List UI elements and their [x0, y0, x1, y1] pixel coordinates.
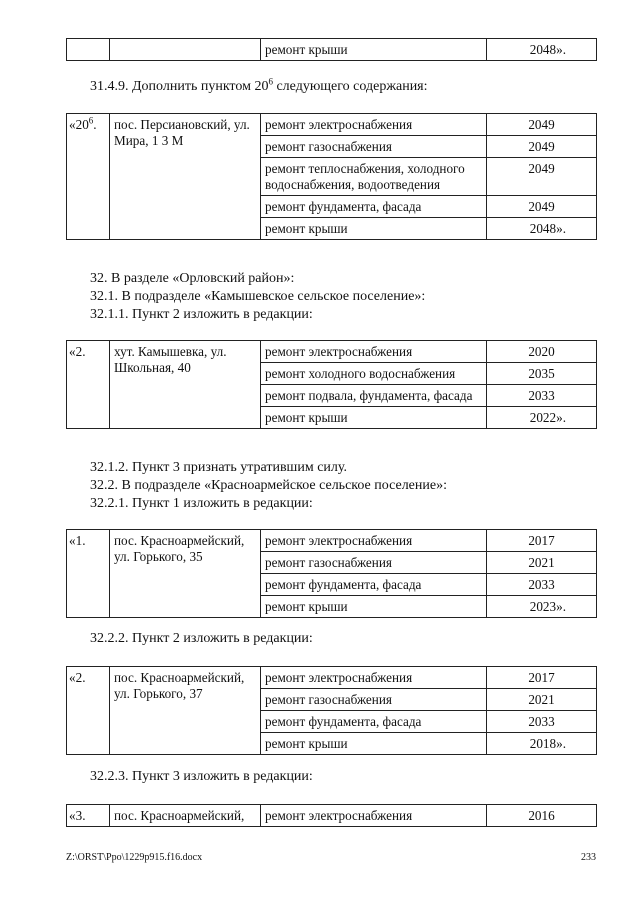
paragraph-text: 31.4.9. Дополнить пунктом 20: [90, 79, 269, 94]
work-cell: ремонт электроснабжения: [261, 114, 487, 136]
table-item-20-6: [66, 113, 597, 240]
number-cell: «3.: [67, 805, 110, 827]
work-cell: ремонт электроснабжения: [261, 805, 487, 827]
year-cell: 2033: [487, 711, 597, 733]
number-cell: [67, 114, 110, 240]
work-cell: ремонт крыши: [261, 218, 487, 240]
table-row: [67, 667, 597, 689]
table-item-krasnoarmeysky-1: [66, 529, 597, 618]
year-cell: 2048».: [487, 218, 597, 240]
paragraph-32-1-2: 32.1.2. Пункт 3 признать утратившим силу.: [90, 460, 347, 475]
work-cell: ремонт электроснабжения: [261, 341, 487, 363]
superscript: 6: [88, 115, 94, 126]
number-cell: «2.: [67, 341, 110, 429]
year-cell: 2033: [487, 574, 597, 596]
paragraph-31-4-9: [90, 78, 428, 96]
superscript: 6: [268, 76, 273, 87]
work-cell: ремонт подвала, фундамента, фасада: [261, 385, 487, 407]
year-cell: 2022».: [487, 407, 597, 429]
address-cell: пос. Персиановский, ул. Мира, 1 3 М: [110, 114, 261, 240]
work-cell: ремонт электроснабжения: [261, 667, 487, 689]
work-cell: ремонт фундамента, фасада: [261, 711, 487, 733]
work-cell: ремонт газоснабжения: [261, 552, 487, 574]
year-cell: 2048».: [487, 39, 597, 61]
year-cell: 2021: [487, 689, 597, 711]
footer-file-path: Z:\ORST\Ppo\1229p915.f16.docx: [66, 852, 203, 863]
work-cell: ремонт холодного водоснабжения: [261, 363, 487, 385]
address-cell: [110, 39, 261, 61]
paragraph-text: следующего содержания:: [272, 79, 428, 94]
paragraph-32-2-1: 32.2.1. Пункт 1 изложить в редакции:: [90, 496, 313, 511]
paragraph-32-1: 32.1. В подразделе «Камышевское сельское поселение»:: [90, 289, 426, 304]
year-cell: 2049: [487, 158, 597, 196]
year-cell: 2049: [487, 136, 597, 158]
paragraph-32-2-3: 32.2.3. Пункт 3 изложить в редакции:: [90, 769, 313, 784]
table-fragment-top: [66, 38, 597, 61]
footer-page-number: 233: [581, 852, 596, 863]
number-cell: [67, 39, 110, 61]
paragraph-32: 32. В разделе «Орловский район»:: [90, 271, 295, 286]
work-cell: ремонт фундамента, фасада: [261, 574, 487, 596]
address-cell: пос. Красноармейский, ул. Горького, 37: [110, 667, 261, 755]
table-row: [67, 805, 597, 827]
year-cell: 2035: [487, 363, 597, 385]
table-row: [67, 530, 597, 552]
year-cell: 2021: [487, 552, 597, 574]
work-cell: ремонт теплоснабжения, холодного водоснабжения, водоотведения: [261, 158, 487, 196]
work-cell: ремонт газоснабжения: [261, 689, 487, 711]
work-cell: ремонт газоснабжения: [261, 136, 487, 158]
table-item-kamyshevka-2: [66, 340, 597, 429]
paragraph-32-2-2: 32.2.2. Пункт 2 изложить в редакции:: [90, 631, 313, 646]
number-cell: «1.: [67, 530, 110, 618]
address-cell: пос. Красноармейский, ул. Горького, 35: [110, 530, 261, 618]
year-cell: 2016: [487, 805, 597, 827]
number-cell: «2.: [67, 667, 110, 755]
year-cell: 2018».: [487, 733, 597, 755]
year-cell: 2020: [487, 341, 597, 363]
table-row: [67, 114, 597, 136]
year-cell: 2033: [487, 385, 597, 407]
address-cell: хут. Камышевка, ул. Школьная, 40: [110, 341, 261, 429]
table-item-krasnoarmeysky-3: [66, 804, 597, 827]
work-cell: ремонт крыши: [261, 407, 487, 429]
work-cell: ремонт фундамента, фасада: [261, 196, 487, 218]
number-text: «20: [69, 117, 89, 132]
year-cell: 2049: [487, 114, 597, 136]
paragraph-32-2: 32.2. В подразделе «Красноармейское сельское поселение»:: [90, 478, 447, 493]
table-row: [67, 39, 597, 61]
table-row: [67, 341, 597, 363]
number-text: .: [93, 117, 97, 132]
work-cell: ремонт крыши: [261, 596, 487, 618]
work-cell: ремонт электроснабжения: [261, 530, 487, 552]
work-cell: ремонт крыши: [261, 39, 487, 61]
year-cell: 2023».: [487, 596, 597, 618]
year-cell: 2049: [487, 196, 597, 218]
paragraph-32-1-1: 32.1.1. Пункт 2 изложить в редакции:: [90, 307, 313, 322]
address-cell: пос. Красноармейский,: [110, 805, 261, 827]
year-cell: 2017: [487, 530, 597, 552]
work-cell: ремонт крыши: [261, 733, 487, 755]
table-item-krasnoarmeysky-2: [66, 666, 597, 755]
year-cell: 2017: [487, 667, 597, 689]
